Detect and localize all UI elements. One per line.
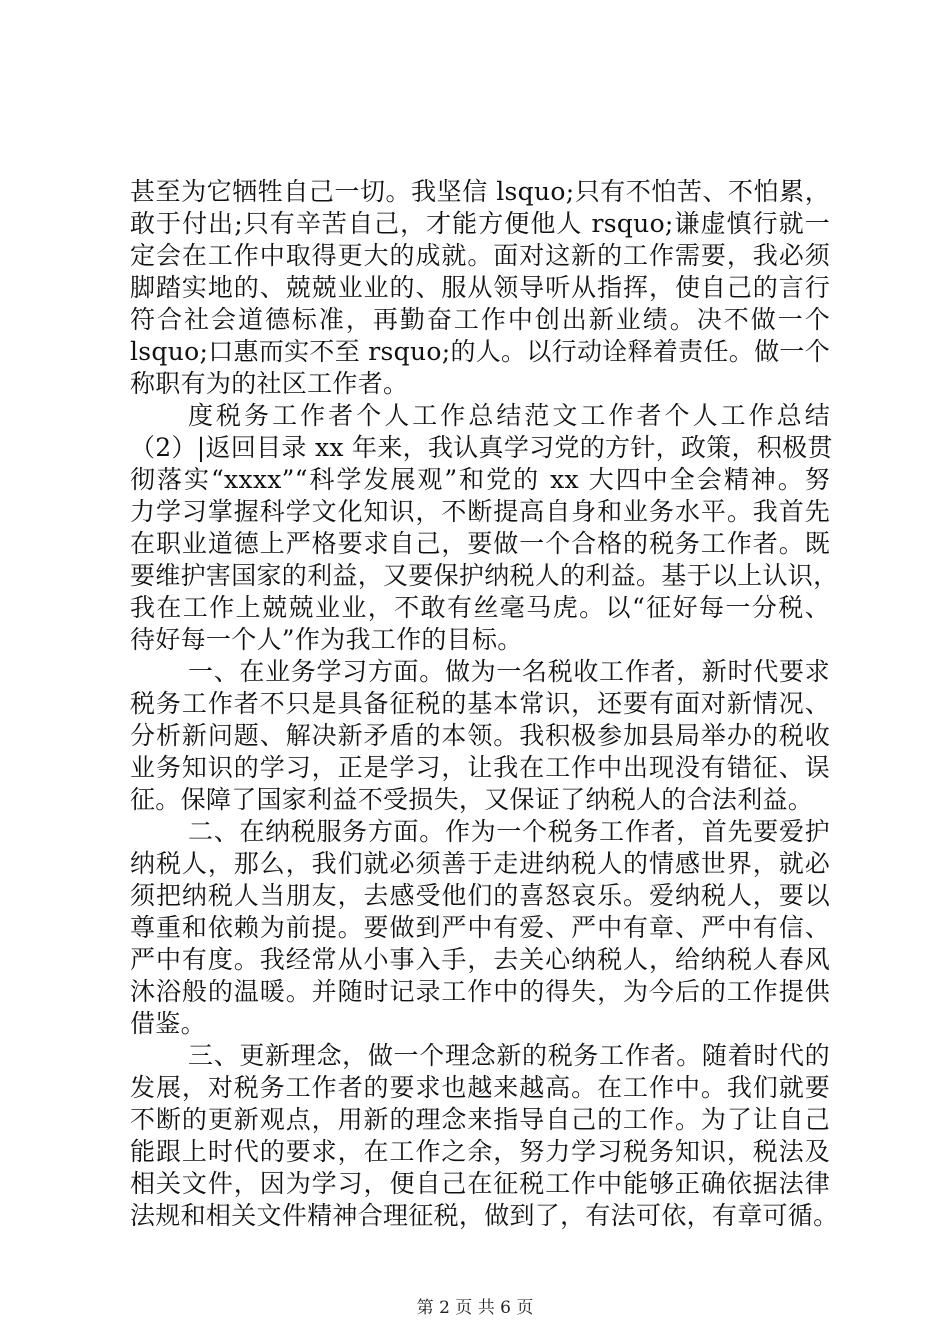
text-line: 一、在业务学习方面。做为一名税收工作者，新时代要求	[188, 657, 830, 686]
text-line: 相关文件，因为学习，便自己在征税工作中能够正确依据法律	[130, 1169, 830, 1198]
text-line: 敢于付出;只有辛苦自己，才能方便他人 rsquo;谦虚慎行就一	[130, 209, 830, 238]
text-line: 力学习掌握科学文化知识，不断提高自身和业务水平。我首先	[130, 497, 830, 526]
text-line: 业务知识的学习，正是学习，让我在工作中出现没有错征、误	[130, 753, 830, 782]
text-line: 征。保障了国家利益不受损失，又保证了纳税人的合法利益。	[130, 785, 814, 814]
text-line: 符合社会道德标准，再勤奋工作中创出新业绩。决不做一个	[130, 305, 830, 334]
text-line: 严中有度。我经常从小事入手，去关心纳税人，给纳税人春风	[130, 945, 830, 974]
text-line: 法规和相关文件精神合理征税，做到了，有法可依，有章可循。	[130, 1201, 839, 1230]
text-line: 度税务工作者个人工作总结范文工作者个人工作总结	[188, 401, 830, 430]
text-line: 甚至为它牺牲自己一切。我坚信 lsquo;只有不怕苦、不怕累，	[130, 177, 830, 206]
text-line: 脚踏实地的、兢兢业业的、服从领导听从指挥，使自己的言行	[130, 273, 830, 302]
text-line: 要维护害国家的利益，又要保护纳税人的利益。基于以上认识，	[130, 561, 839, 590]
text-line: 税务工作者不只是具备征税的基本常识，还要有面对新情况、	[130, 689, 830, 718]
text-line: 定会在工作中取得更大的成就。面对这新的工作需要，我必须	[130, 241, 830, 270]
text-line: （2）|返回目录 xx 年来，我认真学习党的方针，政策，积极贯	[130, 433, 833, 462]
text-line: 纳税人，那么，我们就必须善于走进纳税人的情感世界，就必	[130, 849, 830, 878]
text-line: 三、更新理念，做一个理念新的税务工作者。随着时代的	[188, 1041, 830, 1070]
text-line: 尊重和依赖为前提。要做到严中有爱、严中有章、严中有信、	[130, 913, 830, 942]
text-line: 不断的更新观点，用新的理念来指导自己的工作。为了让自己	[130, 1105, 830, 1134]
text-line: 在职业道德上严格要求自己，要做一个合格的税务工作者。既	[130, 529, 830, 558]
text-line: 彻落实“xxxx”“科学发展观”和党的 xx 大四中全会精神。努	[130, 465, 830, 494]
text-line: 发展，对税务工作者的要求也越来越高。在工作中。我们就要	[130, 1073, 830, 1102]
page-number-footer: 第 2 页 共 6 页	[416, 1298, 534, 1318]
text-line: 二、在纳税服务方面。作为一个税务工作者，首先要爱护	[188, 817, 830, 846]
text-line: 能跟上时代的要求，在工作之余，努力学习税务知识，税法及	[130, 1137, 830, 1166]
text-line: lsquo;口惠而实不至 rsquo;的人。以行动诠释着责任。做一个	[130, 337, 830, 366]
text-line: 称职有为的社区工作者。	[130, 369, 409, 398]
text-line: 待好每一个人”作为我工作的目标。	[130, 625, 523, 654]
text-line: 我在工作上兢兢业业，不敢有丝毫马虎。以“征好每一分税、	[130, 593, 830, 622]
text-line: 沐浴般的温暖。并随时记录工作中的得失，为今后的工作提供	[130, 977, 830, 1006]
text-line: 须把纳税人当朋友，去感受他们的喜怒哀乐。爱纳税人，要以	[130, 881, 830, 910]
text-line: 借鉴。	[130, 1009, 206, 1038]
text-line: 分析新问题、解决新矛盾的本领。我积极参加县局举办的税收	[130, 721, 830, 750]
